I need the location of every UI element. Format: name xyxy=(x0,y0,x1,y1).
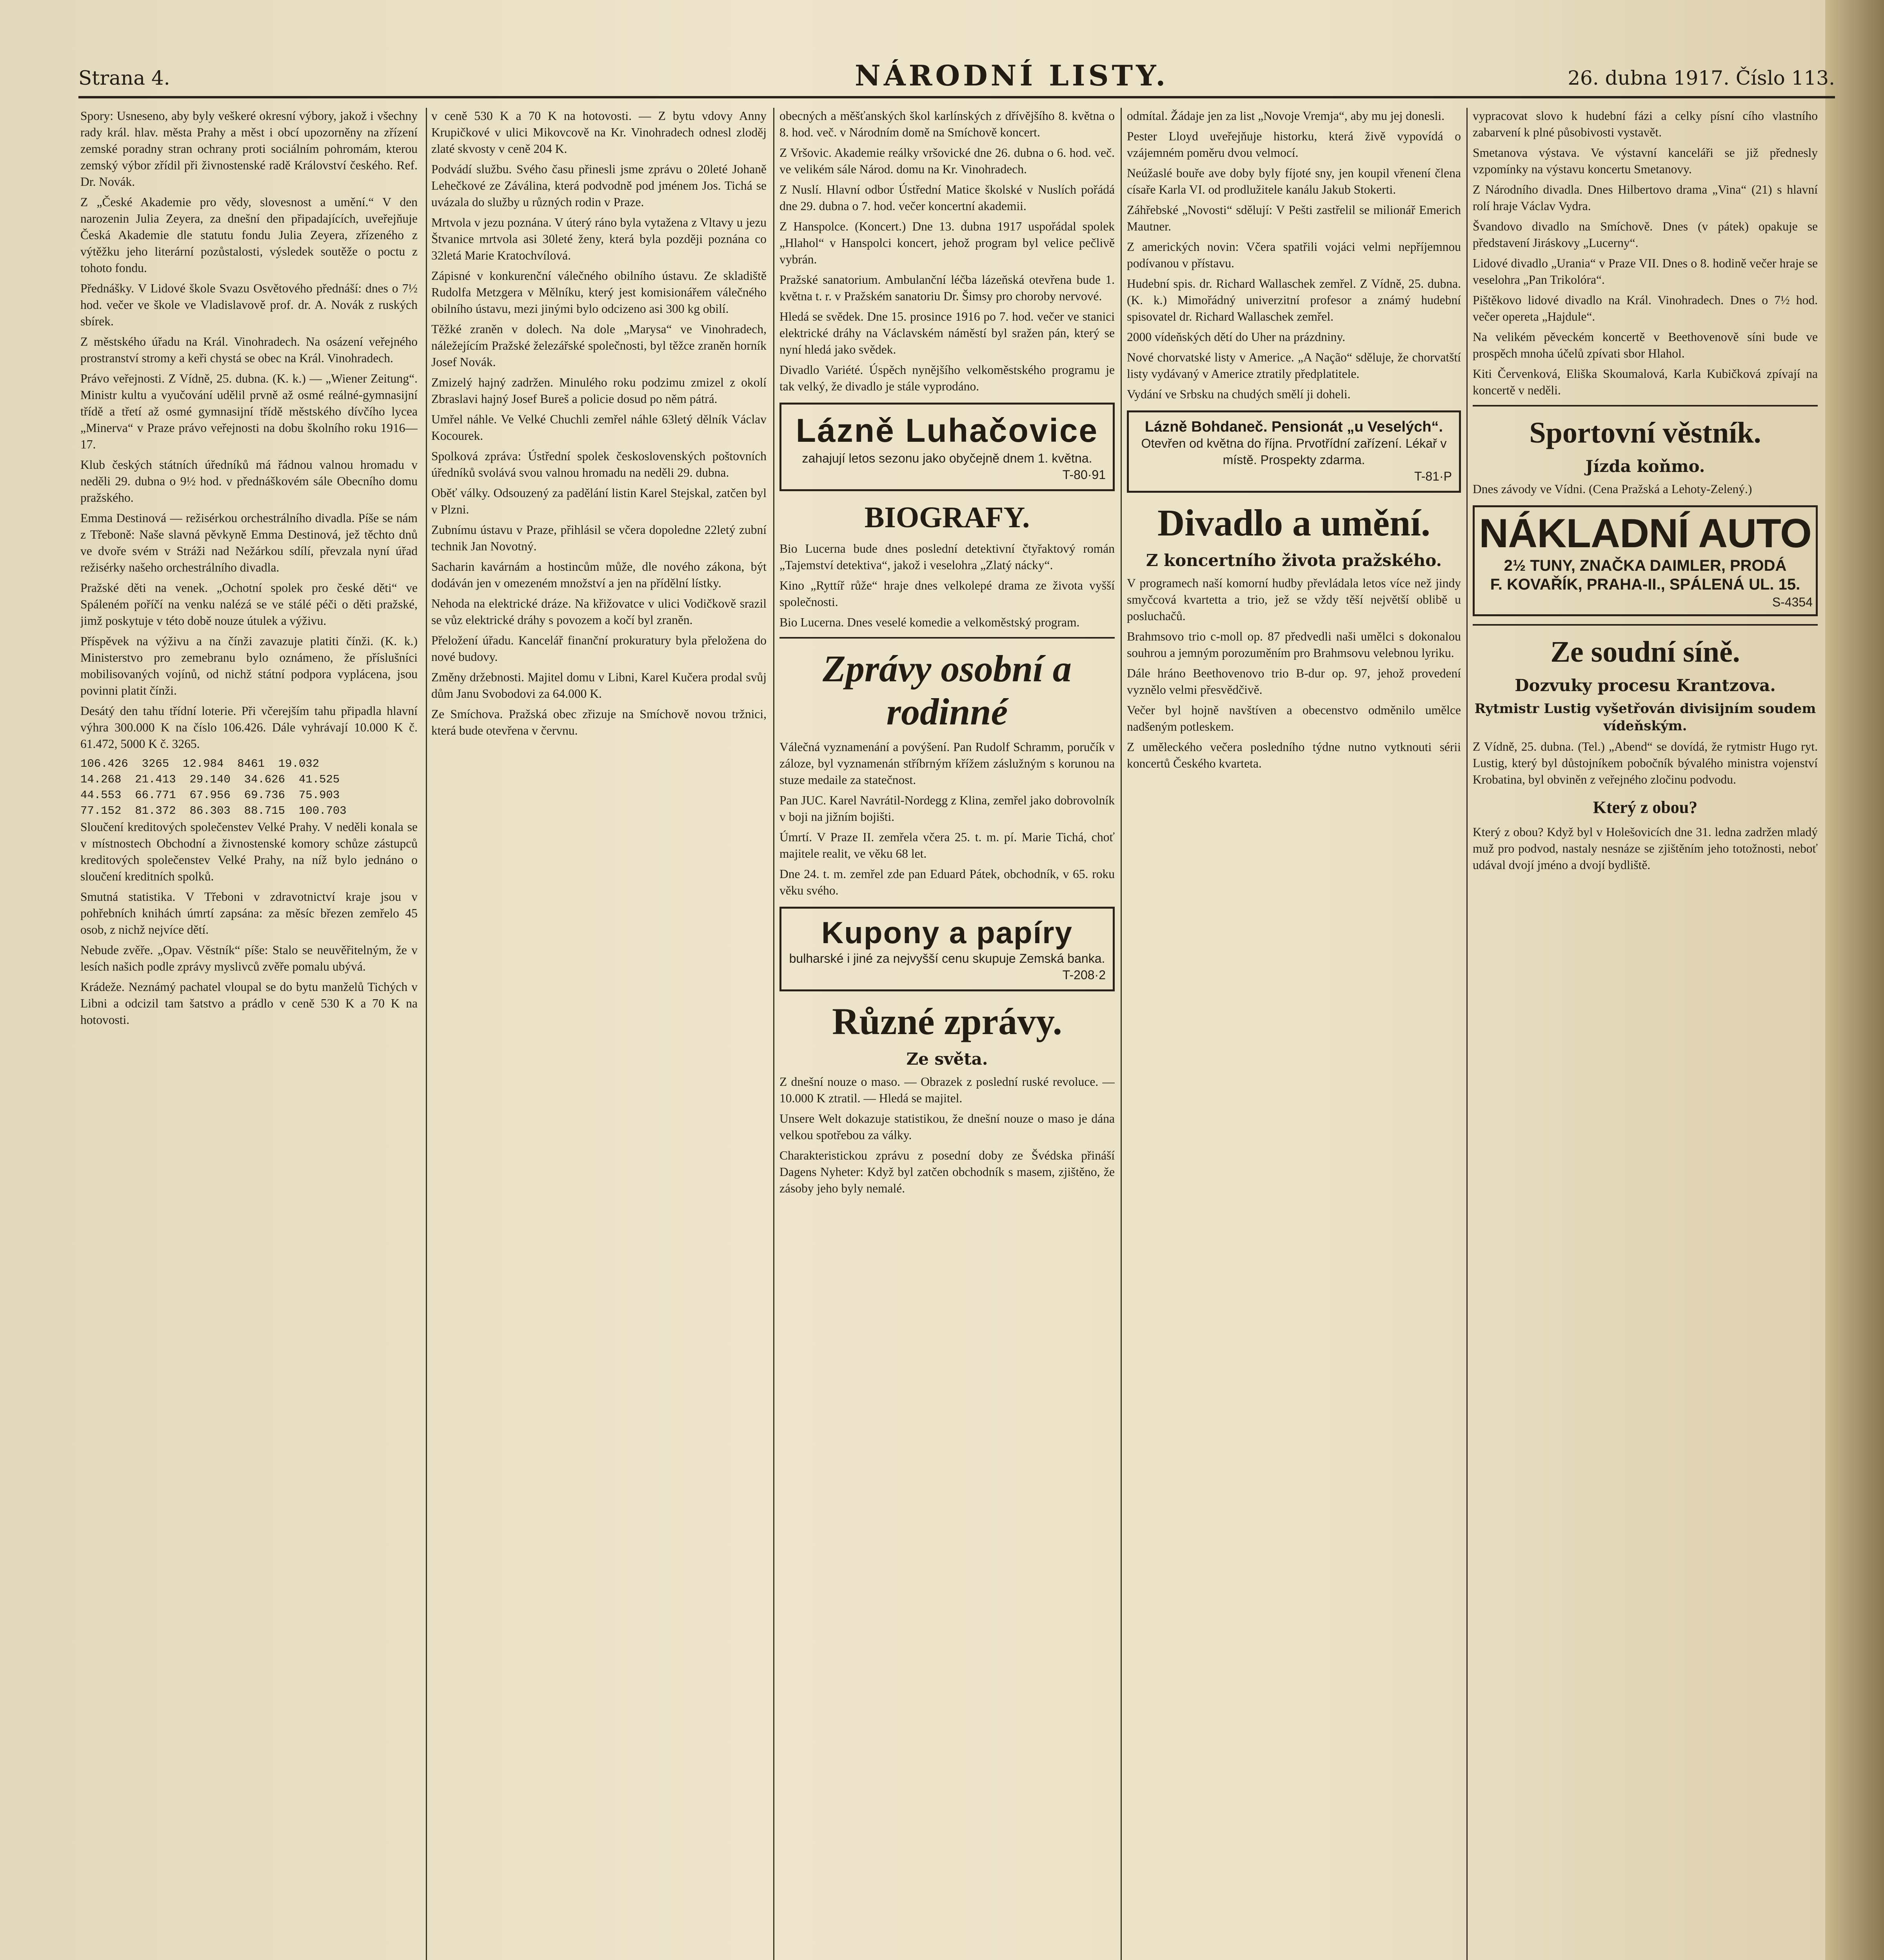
article-paragraph: Pan JUC. Karel Navrátil-Nordegg z Klina, zemřel jako dobrovolník v boji na jižním bojišti. xyxy=(779,793,1115,824)
article-paragraph: Spolková zpráva: Ústřední spolek československých poštovních úředníků svolává svou valnou hromadu na neděli 29. dubna. xyxy=(431,449,767,479)
subheading-lustig: Rytmistr Lustig vyšetřován divisijním soudem vídeňským. xyxy=(1474,701,1816,734)
page-number: Strana 4. xyxy=(78,67,170,89)
article-paragraph: Hudební spis. dr. Richard Wallaschek zemřel. Z Vídně, 25. dubna. (K. k.) Mimořádný univerzitní profesor a známý hudební spisovatel dr. Richard Wallaschek zemřel. xyxy=(1127,277,1461,323)
article-paragraph: Z městského úřadu na Král. Vinohradech. Na osázení veřejného prostranství stromy a keři chystá se obec na Král. Vinohradech. xyxy=(80,335,418,365)
article-paragraph: Pražské děti na venek. „Ochotní spolek pro české děti“ ve Spáleném poříčí na venku nalézá se ve stálé péči o děti pražské, jimž poskytuje v této době nouze útulek a výživu. xyxy=(80,581,418,628)
column-4 xyxy=(1127,108,1461,1960)
column-divider xyxy=(1121,108,1122,1960)
article-paragraph: Z Národního divadla. Dnes Hilbertovo drama „Vina“ (21) s hlavní rolí hraje Václav Vydra. xyxy=(1473,183,1818,213)
subheading-krantz: Dozvuky procesu Krantzova. xyxy=(1515,676,1776,695)
article-paragraph: Úmrtí. V Praze II. zemřela včera 25. t. m. pí. Marie Tichá, choť majitele realit, ve věku 68 let. xyxy=(779,830,1115,860)
column-2 xyxy=(431,108,767,1960)
article-paragraph: Zmizelý hajný zadržen. Minulého roku podzimu zmizel z okolí Zbraslavi hajný Josef Bureš a policie dosud po něm pátrá. xyxy=(431,376,767,406)
article-paragraph: vypracovat slovo k hudební fázi a celky písní cího vlastního zabarvení k plné působivosti vystavět. xyxy=(1473,109,1818,139)
divider xyxy=(1473,405,1818,407)
article-paragraph: Kiti Červenková, Eliška Skoumalová, Karla Kubičková zpívají na koncertě v neděli. xyxy=(1473,367,1818,397)
section-heading-sport: Sportovní věstník. xyxy=(1529,416,1761,449)
article-paragraph: Právo veřejnosti. Z Vídně, 25. dubna. (K. k.) — „Wiener Zeitung“. Ministr kultu a vyučování udělil prvně až osmé reálné-gymnasijní třídě a třetí až osmé gymnasijní třídě městského dívčího lycea „Minerva“ v Praze právo veřejnosti na dobu školního roku 1916—17. xyxy=(80,372,418,451)
article-paragraph: Brahmsovo trio c-moll op. 87 předvedli naši umělci s dokonalou souhrou a jemným porozuměním pro Brahmsovu velebnou lyriku. xyxy=(1127,630,1461,660)
column-1 xyxy=(80,108,418,1960)
ad-text: zahajují letos sezonu jako obyčejně dnem 1. května. xyxy=(802,451,1092,465)
ad-title: Lázně Luhačovice xyxy=(796,412,1099,449)
article-paragraph: Podvádí službu. Svého času přinesli jsme zprávu o 20leté Johaně Lehečkové ze Záválina, která podvodně pod jménem Jos. Tichá se uvázala do služby u různých rodin v Praze. xyxy=(431,162,767,209)
ad-code: T-80·91 xyxy=(1062,468,1106,482)
divider xyxy=(779,637,1115,639)
section-heading-soudni: Ze soudní síně. xyxy=(1550,635,1740,668)
article-paragraph: odmítal. Žádaje jen za list „Novoje Vremja“, aby mu jej donesli. xyxy=(1127,109,1445,123)
ad-title: Kupony a papíry xyxy=(821,915,1073,950)
article-paragraph: Zubnímu ústavu v Praze, přihlásil se včera dopoledne 22letý zubní technik Jan Novotný. xyxy=(431,523,767,553)
article-paragraph: 2000 vídeňských dětí do Uher na prázdniny. xyxy=(1127,330,1345,344)
article-paragraph: Dne 24. t. m. zemřel zde pan Eduard Pátek, obchodník, v 65. roku věku svého. xyxy=(779,867,1115,897)
subheading-jizda: Jízda koňmo. xyxy=(1585,457,1705,476)
article-paragraph: Z Vídně, 25. dubna. (Tel.) „Abend“ se dovídá, že rytmistr Hugo ryt. Lustig, který byl důstojníkem pobočník bývalého ministra vojenství Krobatina, byl obviněn z veřejného zločinu podvodu. xyxy=(1473,740,1818,786)
section-heading-biografy: BIOGRAFY. xyxy=(864,501,1030,534)
article-paragraph: Mrtvola v jezu poznána. V úterý ráno byla vytažena z Vltavy u jezu Štvanice mrtvola asi 30leté ženy, která byla později poznána co 32letá Marie Kratochvílová. xyxy=(431,216,767,262)
kupony-ad xyxy=(779,907,1115,991)
masthead-rule xyxy=(78,96,1835,98)
column-3 xyxy=(779,108,1115,1960)
column-divider xyxy=(1466,108,1468,1960)
column-5 xyxy=(1473,108,1818,1960)
article-paragraph: Švandovo divadlo na Smíchově. Dnes (v pátek) opakuje se představení Jiráskovy „Lucerny“. xyxy=(1473,220,1818,250)
ad-title: NÁKLADNÍ AUTO xyxy=(1479,511,1811,556)
ad-code: T-81·P xyxy=(1414,469,1452,483)
article-paragraph: Divadlo Variété. Úspěch nynějšího velkoměstského programu je tak velký, že divadlo je stále vyprodáno. xyxy=(779,363,1115,393)
article-paragraph: Dnes závody ve Vídni. (Cena Pražská a Lehoty-Zelený.) xyxy=(1473,482,1752,496)
ad-title: Lázně Bohdaneč. Pensionát „u Veselých“. xyxy=(1145,419,1443,435)
article-paragraph: Nové chorvatské listy v Americe. „A Nação“ sděluje, že chorvatští listy vydávaný v Americe ztratily předplatitele. xyxy=(1127,350,1461,381)
ad-line: F. KOVAŘÍK, PRAHA-II., SPÁLENÁ UL. 15. xyxy=(1490,576,1800,593)
ad-code: S-4354 xyxy=(1772,595,1813,609)
issue-date: 26. dubna 1917. Číslo 113. xyxy=(1568,67,1835,89)
article-paragraph: Z „České Akademie pro vědy, slovesnost a umění.“ V den narozenin Julia Zeyera, za dnešní den připadajících, uveřejňuje Česká Akademie dle statutu fondu Julia Zeyera, zřízeného z výtěžku jeho literární pozůstalosti, výsledek soutěže o poctu z tohoto fondu. xyxy=(80,195,418,275)
nakladni-auto-ad xyxy=(1473,505,1818,616)
article-paragraph: Klub českých státních úředníků má řádnou valnou hromadu v neděli 29. dubna o 9½ hod. v přednáškovém sále Obecního domu pražského. xyxy=(80,458,418,505)
article-paragraph: Záhřebské „Novosti“ sdělují: V Pešti zastřelil se milionář Emerich Mautner. xyxy=(1127,203,1461,233)
section-heading-divadlo: Divadlo a umění. xyxy=(1157,502,1431,544)
column-divider xyxy=(773,108,774,1960)
article-paragraph: Charakteristickou zprávu z posední doby ze Švédska přináší Dagens Nyheter: Když byl zatčen obchodník s masem, zjištěno, že zásoby jeho byly nemalé. xyxy=(779,1149,1115,1195)
newspaper-title: NÁRODNÍ LISTY. xyxy=(855,59,1169,92)
section-heading-ktery: Který z obou? xyxy=(1593,798,1698,817)
bohdanec-ad xyxy=(1127,410,1461,493)
article-paragraph: Zápisné v konkurenční válečného obilního ústavu. Ze skladiště Rudolfa Metzgera v Mělníku, který jest komisionářem válečného obilního ústavu, mezi jinými bylo odcizeno asi 300 kg obilí. xyxy=(431,269,767,316)
article-paragraph: Hledá se svědek. Dne 15. prosince 1916 po 7. hod. večer ve stanici elektrické dráhy na Václavském náměstí byl sražen pán, který se nyní hledá jako svědek. xyxy=(779,310,1115,356)
article-paragraph: Umřel náhle. Ve Velké Chuchli zemřel náhle 63letý dělník Václav Kocourek. xyxy=(431,412,767,443)
ad-text: bulharské i jiné za nejvyšší cenu skupuje Zemská banka. xyxy=(789,951,1105,965)
ad-line: 2½ TUNY, ZNAČKA DAIMLER, PRODÁ xyxy=(1504,557,1787,574)
article-paragraph: Nehoda na elektrické dráze. Na křižovatce v ulici Vodičkově srazil se vůz elektrické dráhy s povozem a kočí byl zraněn. xyxy=(431,597,767,627)
article-paragraph: Oběť války. Odsouzený za padělání listin Karel Stejskal, zatčen byl v Plzni. xyxy=(431,486,767,516)
lottery-row: 14.268 21.413 29.140 34.626 41.525 xyxy=(80,773,340,786)
lottery-row: 77.152 81.372 86.303 88.715 100.703 xyxy=(80,804,347,817)
article-paragraph: Desátý den tahu třídní loterie. Při včerejším tahu připadla hlavní výhra 300.000 K na číslo 106.426. Dále vyhrávají 10.000 K č. 61.472, 5000 K č. 3265. xyxy=(80,704,418,751)
article-paragraph: Smetanova výstava. Ve výstavní kanceláři se již přednesly vzpomínky na výstavu koncertu Smetanovy. xyxy=(1473,146,1818,176)
article-paragraph: Z Nuslí. Hlavní odbor Ústřední Matice školské v Nuslích pořádá dne 29. dubna o 7. hod. večer koncertní akademii. xyxy=(779,183,1115,213)
article-paragraph: Unsere Welt dokazuje statistikou, že dnešní nouze o maso je dána velkou spotřebou za války. xyxy=(779,1112,1115,1142)
article-paragraph: Na velikém pěveckém koncertě v Beethovenově síni bude ve prospěch mnoha účelů zpívati sbor Hlahol. xyxy=(1473,330,1818,360)
article-paragraph: Pištěkovo lidové divadlo na Král. Vinohradech. Dnes o 7½ hod. večer opereta „Hajdule“. xyxy=(1473,293,1818,323)
article-paragraph: Z uměleckého večera posledního týdne nutno vytknouti sérii koncertů Českého kvarteta. xyxy=(1127,740,1461,770)
lottery-row: 44.553 66.771 67.956 69.736 75.903 xyxy=(80,789,340,802)
article-paragraph: Přednášky. V Lidové škole Svazu Osvětového přednáší: dnes o 7½ hod. večer ve škole ve Vladislavově prof. dr. A. Novák z ruských sbírek. xyxy=(80,281,418,328)
article-paragraph: Neúžaslé bouře ave doby byly fíjoté sny, jen koupil vřenení člena císaře Karla VI. od prodlužitele kanálu Jakub Stokerti. xyxy=(1127,166,1461,196)
article-paragraph: Vydání ve Srbsku na chudých smělí ji doheli. xyxy=(1127,387,1351,401)
ad-text: Otevřen od května do října. Prvotřídní zařízení. Lékař v místě. Prospekty zdarma. xyxy=(1141,436,1447,467)
article-paragraph: Bio Lucerna. Dnes veselé komedie a velkoměstský program. xyxy=(779,615,1080,629)
article-paragraph: Změny držebnosti. Majitel domu v Libni, Karel Kučera prodal svůj dům Janu Svobodovi za 64.000 K. xyxy=(431,670,767,701)
article-paragraph: Emma Destinová — režisérkou orchestrálního divadla. Píše se nám z Třeboně: Naše slavná pěvkyně Emma Destinová, jež těchto dnů ve dvoře svém v Stráži nad Nežárkou sdílí, převzala nyní úřad režisérky našeho orchestrálního divadla. xyxy=(80,511,418,574)
article-paragraph: Spory: Usneseno, aby byly veškeré okresní výbory, jakož i všechny rady král. hlav. města Prahy a měst i obcí upozorněny na zřízení zemské poradny stran ochrany proti sociálním pohromám, kterou zemský výbor zřídil při živnostenské radě Království českého. Ref. Dr. Novák. xyxy=(80,109,418,189)
article-paragraph: obecných a měšťanských škol karlínských z dřívějšího 8. května o 8. hod. več. v Národním domě na Smíchově koncert. xyxy=(779,109,1115,139)
page-edge xyxy=(1825,0,1884,1960)
article-paragraph: Lidové divadlo „Urania“ v Praze VII. Dnes o 8. hodině večer hraje se veselohra „Pan Trikolóra“. xyxy=(1473,256,1818,287)
article-paragraph: V programech naší komorní hudby převládala letos více než jindy smyčcová kvartetta a trio, jež se vždy těší největší oblibě u posluchačů. xyxy=(1127,576,1461,623)
article-paragraph: Příspěvek na výživu a na čínži zavazuje platiti čínži. (K. k.) Ministerstvo pro zemebranu bylo oznámeno, že příslušníci mobilisovaných vojínů, od nichž státní podpora vyplácena, jsou povinni platit čínži. xyxy=(80,634,418,697)
article-paragraph: Bio Lucerna bude dnes poslední detektivní čtyřaktový román „Tajemství detektiva“, jakož i veselohra „Zlatý nácky“. xyxy=(779,542,1115,572)
article-paragraph: Z Hanspolce. (Koncert.) Dne 13. dubna 1917 uspořádal spolek „Hlahol“ v Hanspolci koncert, jehož program byl velice pečlivě vybrán. xyxy=(779,220,1115,266)
article-paragraph: Krádeže. Neznámý pachatel vloupal se do bytu manželů Tichých v Libni a odcizil tam šatstvo a prádlo v ceně 530 K a 70 K na hotovosti. xyxy=(80,980,418,1027)
article-paragraph: Z amerických novin: Včera spatřili vojáci velmi nepříjemnou podívanou v přístavu. xyxy=(1127,240,1461,270)
lottery-row: 106.426 3265 12.984 8461 19.032 xyxy=(80,757,320,770)
article-paragraph: Smutná statistika. V Třeboni v zdravotnictví kraje jsou v pohřebních knihách úmrtí zapsána: za měsíc březen zemřelo 45 osob, z nichž nejvíce dětí. xyxy=(80,890,418,936)
article-paragraph: Sacharin kavárnám a hostincům může, dle nového zákona, být dodáván jen v omezeném množství a jen na přídělní lístky. xyxy=(431,560,767,590)
article-paragraph: Těžké zraněn v dolech. Na dole „Marysa“ ve Vinohradech, náležejícím Pražské železářské společnosti, byl těžce zraněn horník Josef Novák. xyxy=(431,322,767,369)
luhacovice-ad xyxy=(779,403,1115,491)
masthead xyxy=(78,59,1835,94)
ad-code: T-208·2 xyxy=(1062,968,1106,982)
column-divider xyxy=(426,108,427,1960)
article-paragraph: Sloučení kreditových společenstev Velké Prahy. V neděli konala se v místnostech Obchodní a živnostenské komory schůze zástupců kreditových společenstev Velké Prahy, na níž bylo jednáno o sloučení kreditních spolků. xyxy=(80,820,418,883)
article-paragraph: Pester Lloyd uveřejňuje historku, která živě vypovídá o vzájemném poměru dvou velmocí. xyxy=(1127,129,1461,160)
subheading-ze-sveta: Ze světa. xyxy=(906,1049,988,1069)
section-heading-zpravy: Zprávy osobní a rodinné xyxy=(823,648,1072,733)
article-paragraph: Pražské sanatorium. Ambulanční léčba lázeňská otevřena bude 1. května t. r. v Pražském sanatoriu Dr. Šimsy pro choroby nervové. xyxy=(779,273,1115,303)
article-paragraph: Který z obou? Když byl v Holešovicích dne 31. ledna zadržen mladý muž pro podvod, nastaly nesnáze se zjištěním jeho totožnosti, neboť udával dvojí jméno a dvojí bydliště. xyxy=(1473,825,1818,872)
article-paragraph: Ze Smíchova. Pražská obec zřizuje na Smíchově novou tržnici, která bude otevřena v červnu. xyxy=(431,707,767,737)
article-paragraph: Z Vršovic. Akademie reálky vršovické dne 26. dubna o 6. hod. več. ve velikém sále Národ. domu na Kr. Vinohradech. xyxy=(779,146,1115,176)
article-paragraph: Válečná vyznamenání a povýšení. Pan Rudolf Schramm, poručík v záloze, byl vyznamenán stříbrným křížem záslužným s korunou na stuze medaile za statečnost. xyxy=(779,740,1115,787)
article-paragraph: Dále hráno Beethovenovo trio B-dur op. 97, jehož provedení vyznělo velmi přesvědčivě. xyxy=(1127,666,1461,697)
divider xyxy=(1473,624,1818,626)
article-paragraph: Přeložení úřadu. Kancelář finanční prokuratury byla přeložena do nové budovy. xyxy=(431,633,767,664)
article-paragraph: Večer byl hojně navštíven a obecenstvo odměnilo umělce nadšeným potleskem. xyxy=(1127,703,1461,733)
section-heading-ruzne: Různé zprávy. xyxy=(832,1000,1062,1042)
article-paragraph: Kino „Ryttíř růže“ hraje dnes velkolepé drama ze života vyšší společnosti. xyxy=(779,579,1115,609)
lottery-table xyxy=(80,756,418,819)
article-paragraph: Z dnešní nouze o maso. — Obrazek z poslední ruské revoluce. — 10.000 K ztratil. — Hledá se majitel. xyxy=(779,1075,1115,1105)
article-paragraph: Nebude zvěře. „Opav. Věstník“ píše: Stalo se neuvěřitelným, že v lesích našich podle zprávy myslivců zvěře pomalu ubývá. xyxy=(80,943,418,973)
article-paragraph: v ceně 530 K a 70 K na hotovosti. — Z bytu vdovy Anny Krupičkové v ulici Mikovcově na Kr. Vinohradech odnesl zloděj zlaté skvosty v ceně 204 K. xyxy=(431,109,767,156)
subheading-koncertni: Z koncertního života pražského. xyxy=(1146,551,1442,570)
